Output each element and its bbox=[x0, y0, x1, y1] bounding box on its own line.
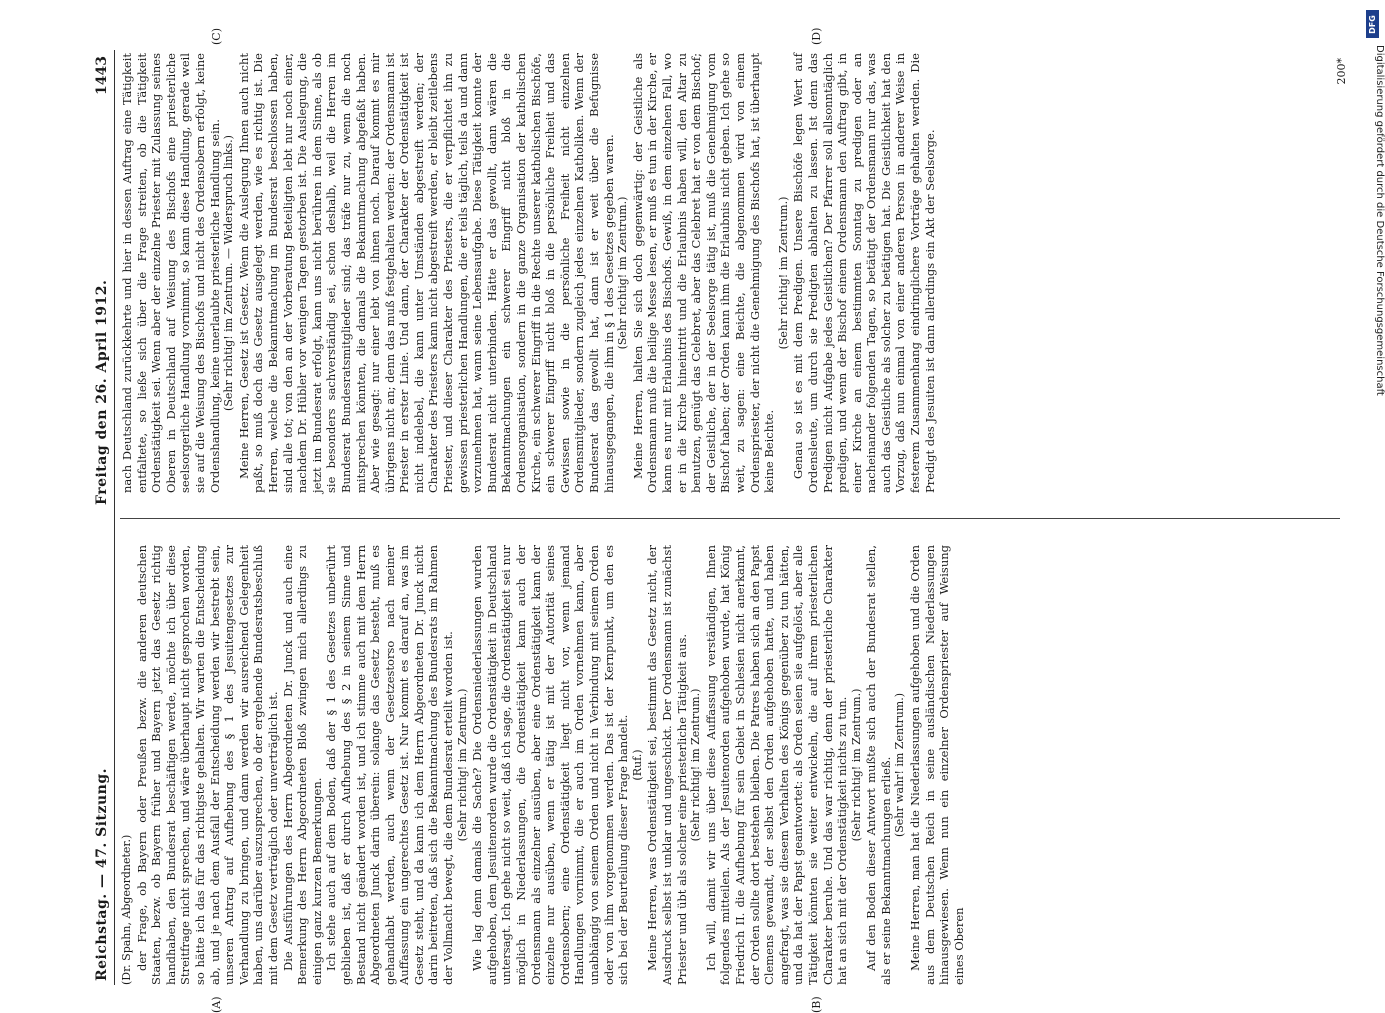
margin-letter-b: (B) bbox=[810, 996, 823, 1013]
interjection: (Sehr richtig! im Zentrum.) bbox=[689, 688, 703, 842]
paragraph: Auf den Boden dieser Antwort mußte sich auch der Bundesrat stellen, als er seine Bekanntmachungen erließ. bbox=[864, 545, 893, 985]
speaker-line: (Dr. Spahn, Abgeordneter.) bbox=[120, 834, 133, 985]
right-column bbox=[120, 53, 1340, 493]
margin-letter-c: (C) bbox=[210, 28, 223, 45]
interjection: (Sehr richtig! im Zentrum.) bbox=[616, 196, 630, 350]
header-date: Freitag den 26. April 1912. bbox=[94, 279, 110, 505]
paragraph: Wie lag denn damals die Sache? Die Ordensniederlassungen wurden aufgehoben, dem Jesuitenorden wurde die Ordenstätigkeit in Deutschland untersagt. Ich gehe nicht so weit, daß ich sage, die Ordenstätigkeit sei nur möglich in Niederlassungen, die Ordenstätigkeit kann auch der Ordensmann als einzelner ausüben, aber eine Ordenstätigkeit kann der einzelne nur ausüben, wenn er tätig ist mit der Autorität seines Ordensobern; eine Ordenstätigkeit liegt nicht vor, wenn jemand Handlungen vornimmt, die er auch im Orden vornehmen kann, aber unabhängig von seinem Orden und nicht in Verbindung mit seinem Orden oder von ihm vorgenommen werden. Das ist der Kernpunkt, um den es sich bei der Beurteilung dieser Frage handelt. bbox=[470, 545, 631, 985]
digitization-credit: Digitalisierung gefördert durch die Deutsche Forschungsgemeinschaft bbox=[1374, 45, 1385, 396]
column-divider bbox=[120, 518, 1340, 519]
page-header bbox=[90, 50, 114, 985]
paragraph: Meine Herren, was Ordenstätigkeit sei, bestimmt das Gesetz nicht, der Ausdruck selbst ist unklar und ungeschickt. Der Ordensmann ist zunächst Priester und übt als solcher eine priesterliche Tätigkeit aus. bbox=[645, 545, 689, 985]
interjection: (Ruf.) bbox=[630, 749, 644, 781]
dfg-logo-badge: DFG bbox=[1366, 10, 1379, 38]
paragraph: Meine Herren, halten Sie sich doch gegenwärtig: der Geistliche als Ordensmann muß die heilige Messe lesen, er muß es tun in der Kirche, er kann es nur mit Erlaubnis des Bischofs. Gewiß, in dem einzelnen Fall, wo er in die Kirche hineintritt und die Erlaubnis haben will, den Altar zu benutzen, genügt das Celebret, aber das Celebret hat er von dem Bischof; der Geistliche, der in der Seelsorge tätig ist, muß die Genehmigung vom Bischof haben; der Orden kann ihm die Erlaubnis nicht geben. Ich gehe so weit, zu sagen: eine Beichte, die abgenommen wird von einem Ordenspriester, der nicht die Genehmigung des Bischofs hat, ist überhaupt keine Beichte. bbox=[630, 53, 777, 493]
paragraph: Die Ausführungen des Herrn Abgeordneten Dr. Junck und auch eine Bemerkung des Herrn Abgeordneten Bloß zwingen mich allerdings zu einigen ganz kurzen Bemerkungen. bbox=[280, 545, 324, 985]
interjection: (Sehr richtig! im Zentrum.) bbox=[455, 688, 469, 842]
page-number: 1443 bbox=[94, 56, 110, 95]
header-session: Reichstag. — 47. Sitzung. bbox=[94, 768, 110, 981]
header-rule bbox=[114, 50, 115, 985]
margin-letter-a: (A) bbox=[210, 996, 223, 1013]
margin-letter-d: (D) bbox=[810, 27, 823, 45]
left-column bbox=[120, 545, 1340, 985]
document-page bbox=[90, 27, 1350, 1013]
paragraph: der Frage, ob Bayern oder Preußen bezw. die anderen deutschen Staaten, bezw. ob Bayern früher und Bayern jetzt das Gesetz richtig handhaben, den Bundesrat beschäftigen werde, möchte ich über diese Streitfrage nicht sprechen, und wäre überhaupt nicht gesprochen worden, so hätte ich das für das richtigste gehalten. Wir warten die Entscheidung ab, und je nach dem Ausfall der Entscheidung werden wir bestrebt sein, unseren Antrag auf Aufhebung des § 1 des Jesuitengesetzes zur Verhandlung zu bringen, und dann werden wir ausreichend Gelegenheit haben, uns darüber auszusprechen, ob der ergehende Bundesratsbeschluß mit dem Gesetz verträglich oder unverträglich ist. bbox=[134, 545, 280, 985]
paragraph: Meine Herren, Gesetz ist Gesetz. Wenn die Auslegung Ihnen auch nicht paßt, so muß doch das Gesetz ausgelegt werden, wie es richtig ist. Die Herren, welche die Bekanntmachung im Bundesrat beschlossen haben, sind alle tot; von den an der Vorberatung Beteiligten lebt nur noch einer, nachdem Dr. Hübler vor wenigen Tagen gestorben ist. Die Auslegung, die jetzt im Bundesrat erfolgt, kann uns nicht berühren in dem Sinne, als ob sie besonders sachverständig sei, schon deshalb, weil die Herren im Bundesrat Bundesratsmitglieder sind; das träfe nur zu, wenn die noch mitsprechen könnten, die damals die Bekanntmachung abgefaßt haben. Aber wie gesagt: nur einer lebt von ihnen noch. Darauf kommt es mir übrigens nicht an; denn das muß festgehalten werden: der Ordensmann ist Priester in erster Linie. Und dann, der Charakter der Ordenstätigkeit ist nicht indelebel, die kann unter Umständen abgestreift werden; der Charakter des Priesters kann nicht abgestreift werden, er bleibt zeitlebens Priester, und dieser Charakter des Priesters, die er verpflichtet ihn zu gewissen priesterlichen Handlungen, die er teils täglich, teils da und dann vorzunehmen hat, wann seine Lebensaufgabe. Diese Tätigkeit konnte der Bundesrat nicht unterbinden. Hätte er das gewollt, dann wären die Bekanntmachungen ein schwerer Eingriff nicht bloß in die Ordensorganisation, sondern in die ganze Organisation der katholischen Kirche, ein schwerer Eingriff in die Rechte unserer katholischen Bischöfe, ein schwerer Eingriff nicht bloß in die persönliche Freiheit und das Gewissen sowie in die persönliche Freiheit nicht einzelnen Ordensmitglieder, sondern zugleich jedes einzelnen Katholiken. Wenn der Bundesrat das gewollt hat, dann ist er weit über die Befugnisse hinausgegangen, die ihm in § 1 des Gesetzes gegeben waren. bbox=[236, 53, 616, 493]
interjection: (Sehr richtig! im Zentrum.) bbox=[849, 688, 863, 842]
paragraph: nach Deutschland zurückkehrte und hier in dessen Auftrag eine Tätigkeit entfaltete, so ließe sich über die Frage streiten, ob die Tätigkeit Ordenstätigkeit sei. Wenn aber der einzelne Priester mit Zulassung seines Oberen in Deutschland auf Weisung des Bischofs eine priesterliche seelsorgerliche Handlung vornimmt, so kann diese Handlung, gerade weil sie auf die Weisung des Bischofs und nicht des Ordensobern erfolgt, keine Ordenshandlung, keine unerlaubte priesterliche Handlung sein. bbox=[120, 53, 222, 493]
interjection: (Sehr richtig! im Zentrum. — Widerspruch links.) bbox=[222, 135, 236, 411]
paragraph: Genau so ist es mit dem Predigen. Unsere Bischöfe legen Wert auf Ordensleute, um durch sie Predigten abhalten zu lassen. Ist denn das Predigen nicht Aufgabe jedes Geistlichen? Der Pfarrer soll allsonntäglich predigen, und wenn der Bischof einem Ordensmann den Auftrag gibt, in einer Kirche an einem bestimmten Sonntag zu predigen oder an nacheinander folgenden Tagen, so betätigt der Ordensmann nur das, was auch das Geistliche als solcher zu betätigen hat. Die Geistlichkeit hat den Vorzug, daß nun einmal von einer anderen Person in anderer Weise in festerem Zusammenhang eindringlichere Vorträge gehalten werden. Die Predigt des Jesuiten ist dann allerdings ein Akt der Seelsorge. bbox=[791, 53, 937, 493]
interjection: (Sehr richtig! im Zentrum.) bbox=[776, 196, 790, 350]
paragraph: Meine Herren, man hat die Niederlassungen aufgehoben und die Orden aus dem Deutschen Reich in seine ausländischen Niederlassungen hinausgewiesen. Wenn nun ein einzelner Ordenspriester auf Weisung eines Oberen bbox=[908, 545, 966, 985]
footnote-mark: 200* bbox=[1335, 58, 1348, 85]
paragraph: Ich will, damit wir uns über diese Auffassung verständigen, Ihnen folgendes mitteilen. Als der Jesuitenorden aufgehoben wurde, hat König Friedrich II. die Aufhebung für sein Gebiet in Schlesien nicht anerkannt, der Orden sollte dort bestehen bleiben. Die Patres haben sich an den Papst Clemens gewandt, der selbst den Orden aufgehoben hatte, und haben angefragt, was sie diesem Verhalten des Königs gegenüber zu tun hätten, und da hat der Papst geantwortet: als Orden seien sie aufgelöst, aber alle Tätigkeit könnten sie weiter entwickeln, die auf ihrem priesterlichen Charakter beruhe. Und das war richtig, denn der priesterliche Charakter hat an sich mit der Ordenstätigkeit nichts zu tun. bbox=[703, 545, 850, 985]
interjection: (Sehr wahr! im Zentrum.) bbox=[893, 692, 907, 838]
paragraph: Ich stehe auch auf dem Boden, daß der § 1 des Gesetzes unberührt geblieben ist, daß er durch Aufhebung des § 2 in seinem Sinne und Bestand nicht geändert worden ist, und ich stimme auch mit dem Herrn Abgeordneten Junck darin überein: solange das Gesetz besteht, muß es gehandhabt werden, auch wenn der Gesetzestorso nach meiner Auffassung ein ungerechtes Gesetz ist. Nur kommt es darauf an, was im Gesetz steht, und da kann ich dem Herrn Abgeordneten Dr. Junck nicht darin beitreten, daß sich die Bekanntmachung des Bundesrats im Rahmen der Vollmacht bewegt, die dem Bundesrat erteilt worden ist. bbox=[324, 545, 456, 985]
